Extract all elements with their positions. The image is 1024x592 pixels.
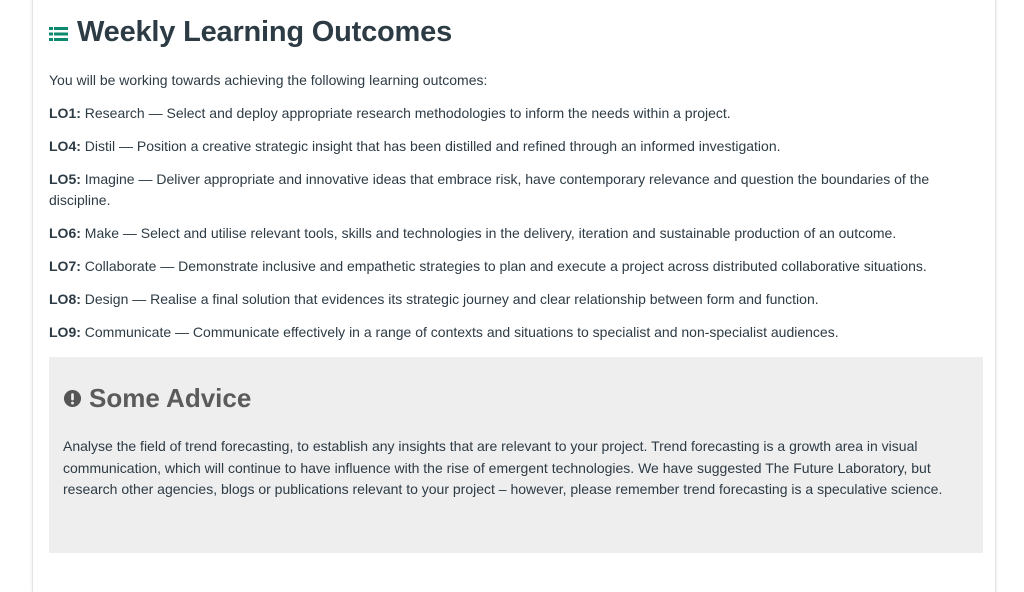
advice-box bbox=[49, 357, 983, 553]
learning-outcome bbox=[49, 103, 983, 124]
advice-title bbox=[63, 382, 969, 414]
outcome-code: LO4: bbox=[49, 138, 81, 154]
outcome-code: LO7: bbox=[49, 258, 81, 274]
page-title bbox=[49, 14, 983, 50]
outcome-text: Distil — Position a creative strategic insight that has been distilled and refined through an informed investigation. bbox=[80, 138, 781, 154]
advice-title-text: Some Advice bbox=[89, 382, 252, 413]
learning-outcome bbox=[49, 289, 983, 310]
outcome-code: LO8: bbox=[49, 291, 81, 307]
outcome-text: Research — Select and deploy appropriate research methodologies to inform the needs within a project. bbox=[80, 105, 731, 121]
alert-icon bbox=[63, 389, 82, 408]
intro-text: You will be working towards achieving the following learning outcomes: bbox=[49, 72, 488, 88]
learning-outcome bbox=[49, 169, 983, 211]
outcome-text: Communicate — Communicate effectively in a range of contexts and situations to specialist and non-specialist audiences. bbox=[80, 324, 839, 340]
content-page bbox=[32, 0, 996, 592]
outcome-text: Collaborate — Demonstrate inclusive and empathetic strategies to plan and execute a project across distributed collaborative situations. bbox=[80, 258, 927, 274]
advice-text: Analyse the field of trend forecasting, to establish any insights that are relevant to your project. Trend forecasting is a growth area in visual communication, which will continue to have influence with the rise of emergent technologies. We have suggested The Future Laboratory, but research other agencies, blogs or publications relevant to your project – however, please remember trend forecasting is a speculative science. bbox=[63, 438, 943, 497]
outcome-code: LO9: bbox=[49, 324, 81, 340]
outcome-text: Make — Select and utilise relevant tools, skills and technologies in the delivery, iteration and sustainable production of an outcome. bbox=[80, 225, 897, 241]
learning-outcomes-list bbox=[49, 103, 983, 343]
content-body bbox=[49, 14, 983, 553]
learning-outcome bbox=[49, 223, 983, 244]
learning-outcome bbox=[49, 136, 983, 157]
list-icon bbox=[49, 26, 68, 42]
page-title-text: Weekly Learning Outcomes bbox=[77, 15, 453, 48]
outcome-code: LO1: bbox=[49, 105, 81, 121]
outcome-text: Design — Realise a final solution that evidences its strategic journey and clear relationship between form and function. bbox=[80, 291, 819, 307]
learning-outcome bbox=[49, 322, 983, 343]
outcome-text: Imagine — Deliver appropriate and innovative ideas that embrace risk, have contemporary relevance and question the boundaries of the discipline. bbox=[49, 171, 930, 208]
outcome-code: LO6: bbox=[49, 225, 81, 241]
learning-outcome bbox=[49, 256, 983, 277]
outcome-code: LO5: bbox=[49, 171, 81, 187]
